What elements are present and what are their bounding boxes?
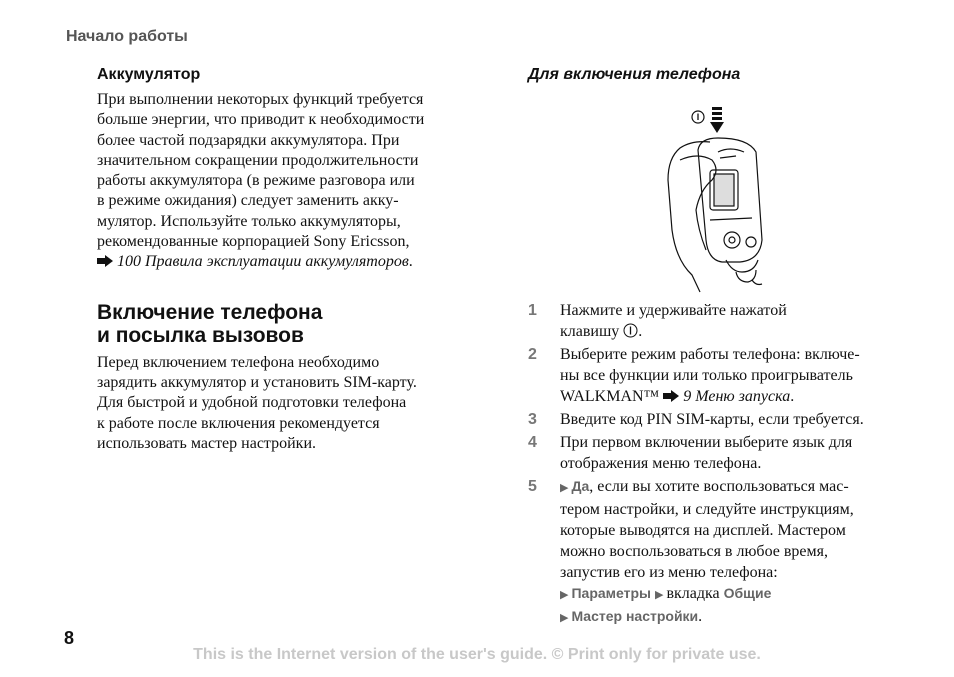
step-line: Введите код PIN SIM-карты, если требуется.: [560, 411, 864, 428]
battery-line: мулятор. Используйте только аккумуляторы,: [97, 212, 401, 230]
battery-line: более частой подзарядки аккумулятора. При: [97, 131, 400, 149]
battery-line: значительном сокращении продолжительности: [97, 151, 419, 169]
step-line: Выберите режим работы телефона: включе-: [560, 346, 860, 363]
power-key-label-icon: [692, 111, 704, 123]
step-line: [560, 476, 854, 499]
phone-power-illustration: [640, 100, 790, 295]
step-line-text: , если вы хотите воспользоваться мас-: [589, 478, 849, 495]
battery-line: При выполнении некоторых функций требуется: [97, 91, 424, 108]
power-on-line: Для быстрой и удобной подготовки телефона: [97, 394, 407, 412]
battery-reference-text: 100 Правила эксплуатации аккумуляторов: [117, 253, 409, 271]
menu-item-yes[interactable]: Да: [571, 478, 590, 494]
reference-end: .: [408, 253, 413, 271]
arrow-right-icon: [663, 390, 679, 402]
power-key-icon: [623, 323, 638, 338]
menu-path-text: вкладка: [666, 585, 720, 602]
tab-general[interactable]: Общие: [723, 585, 772, 601]
step-item: [528, 432, 908, 474]
step-item: [528, 344, 908, 407]
step-line: [560, 386, 860, 407]
turn-on-heading: Для включения телефона: [528, 66, 741, 83]
power-on-heading: [97, 301, 477, 347]
menu-path: [560, 606, 854, 629]
page-number: 8: [64, 628, 75, 648]
left-column: [97, 66, 477, 454]
press-down-arrow-icon: [710, 107, 724, 133]
step-line-end: .: [638, 323, 643, 340]
step-line-text: клавишу: [560, 323, 620, 340]
hand: [668, 142, 762, 292]
step-item: [528, 300, 908, 342]
menu-arrow-icon: ▶: [654, 589, 664, 601]
arrow-right-icon: [97, 255, 113, 267]
section-header: Начало работы: [66, 28, 188, 45]
step-line: ны все функции или только проигрыватель: [560, 367, 853, 384]
power-on-line: использовать мастер настройки.: [97, 434, 317, 452]
battery-reference[interactable]: [97, 252, 477, 272]
menu-item-settings[interactable]: Параметры: [571, 585, 651, 601]
step-line: Нажмите и удерживайте нажатой: [560, 302, 787, 319]
step-item: [528, 476, 908, 629]
power-on-heading-line: Включение телефона: [97, 300, 323, 324]
step-line: тером настройки, и следуйте инструкциям,: [560, 501, 854, 518]
power-on-line: Перед включением телефона необходимо: [97, 353, 380, 371]
battery-paragraph: [97, 90, 477, 273]
menu-arrow-icon: ▶: [560, 589, 569, 601]
step-line: запустив его из меню телефона:: [560, 564, 778, 581]
footer-notice: This is the Internet version of the user's guide. © Print only for private use.: [193, 646, 761, 663]
battery-line: рекомендованные корпорацией Sony Ericsson,: [97, 233, 410, 251]
power-on-line: к работе после включения рекомендуется: [97, 414, 380, 432]
reference-end: .: [790, 388, 795, 405]
menu-arrow-icon: ▶: [560, 612, 569, 624]
power-on-line: зарядить аккумулятор и установить SIM-карту.: [97, 373, 417, 391]
menu-path: [560, 583, 854, 606]
step-line: можно воспользоваться в любое время,: [560, 543, 828, 560]
power-on-heading-line: и посылка вызовов: [97, 323, 304, 347]
step-line: При первом включении выберите язык для: [560, 434, 853, 451]
start-menu-reference-text: 9 Меню запуска: [683, 388, 791, 405]
start-menu-reference[interactable]: [663, 388, 790, 405]
step-number: 3: [528, 411, 537, 428]
menu-arrow-icon: ▶: [560, 482, 569, 494]
menu-path-end: .: [698, 608, 703, 625]
step-line: [560, 321, 787, 342]
turn-on-steps: [528, 300, 908, 631]
step-item: [528, 409, 908, 430]
step-number: 2: [528, 346, 537, 363]
step-line-text: WALKMAN™: [560, 388, 660, 405]
step-number: 4: [528, 434, 537, 451]
step-text: [560, 432, 852, 474]
battery-heading: Аккумулятор: [97, 66, 201, 83]
phone-body: [698, 138, 762, 262]
step-number: 1: [528, 302, 537, 319]
battery-line: работы аккумулятора (в режиме разговора или: [97, 172, 415, 190]
step-line: отображения меню телефона.: [560, 455, 762, 472]
power-on-paragraph: [97, 353, 477, 454]
step-text: [560, 476, 854, 629]
step-line: которые выводятся на дисплей. Мастером: [560, 522, 846, 539]
step-text: [560, 409, 864, 430]
step-text: [560, 300, 787, 342]
step-number: 5: [528, 478, 537, 495]
step-text: [560, 344, 860, 407]
menu-item-setup-wizard[interactable]: Мастер настройки: [571, 608, 699, 624]
battery-line: больше энергии, что приводит к необходимости: [97, 111, 425, 129]
battery-line: в режиме ожидания) следует заменить акку-: [97, 192, 399, 210]
